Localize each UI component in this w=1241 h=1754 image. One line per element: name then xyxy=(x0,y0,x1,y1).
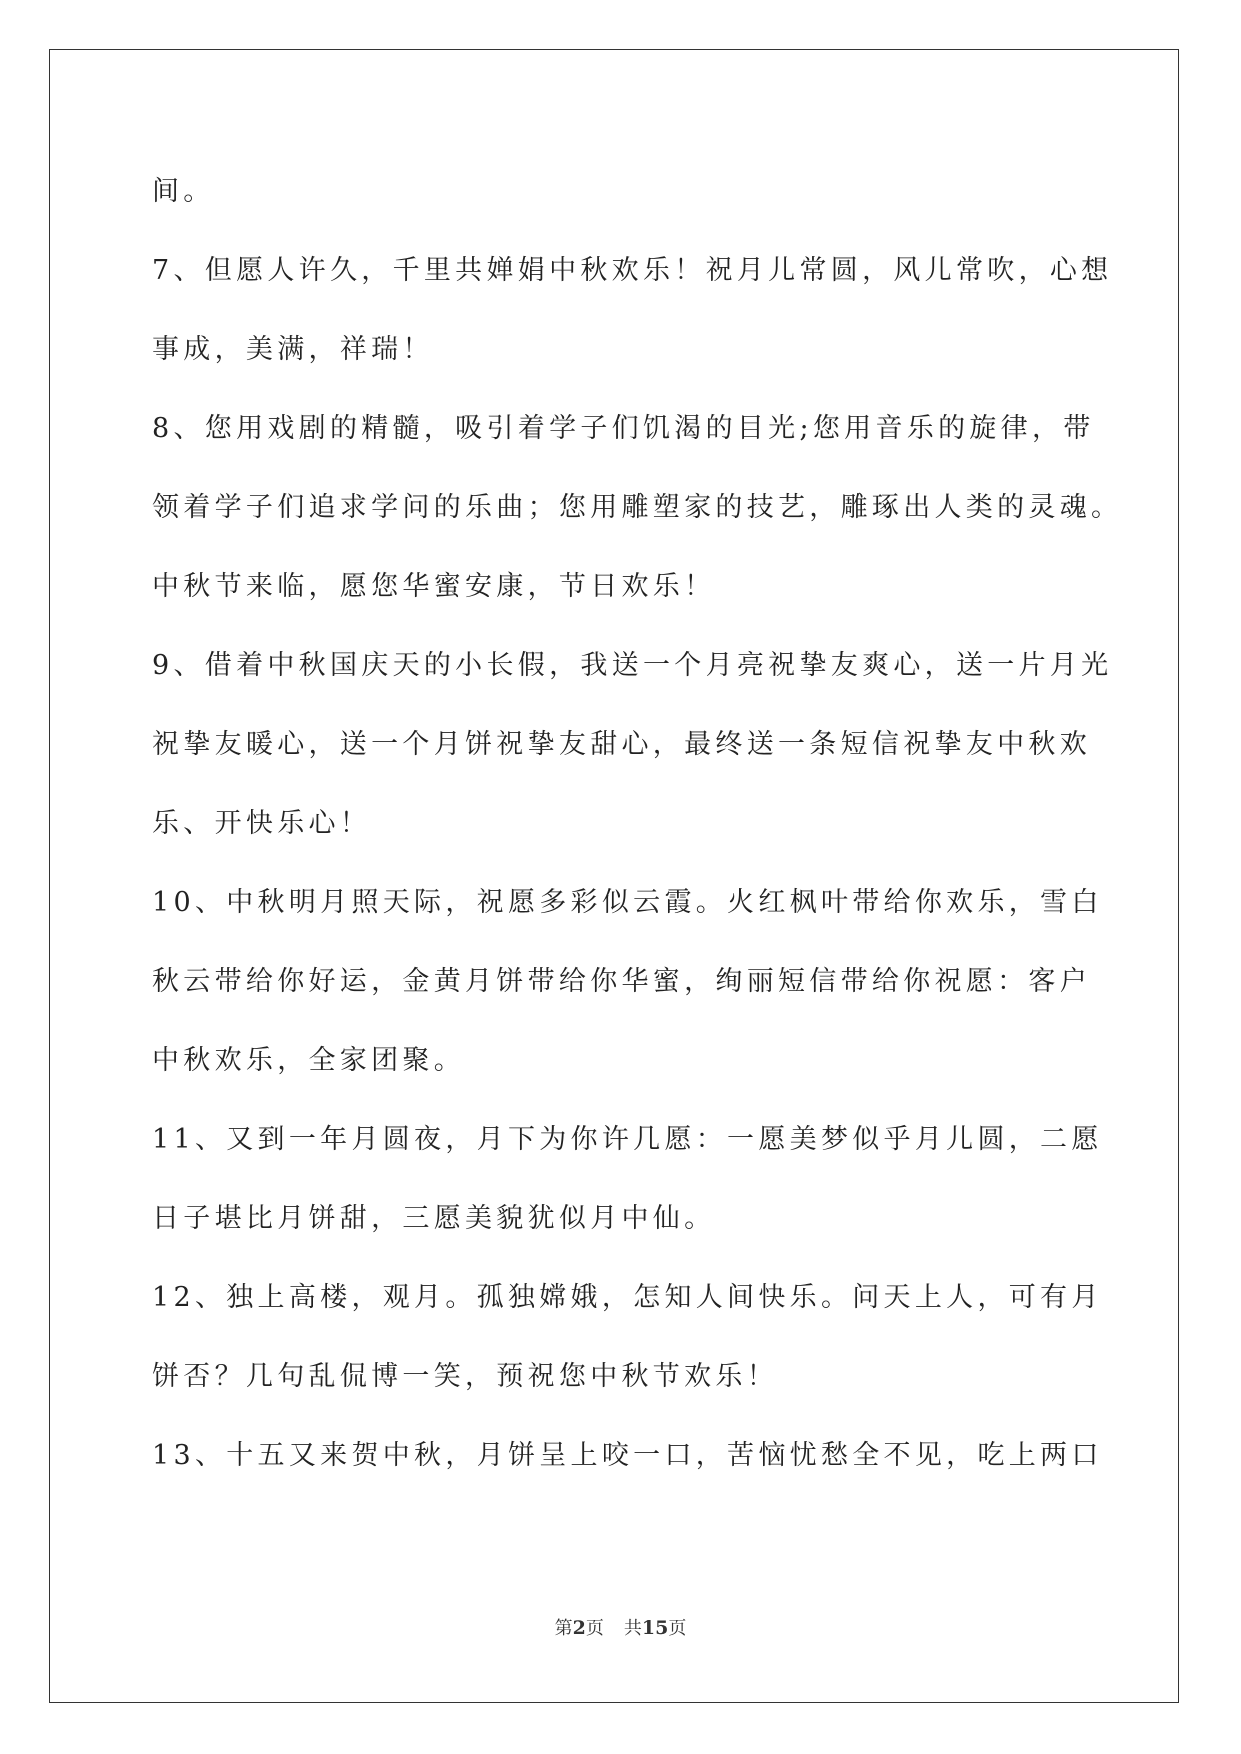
text-line: 中秋节来临，愿您华蜜安康，节日欢乐！ xyxy=(152,571,716,602)
page-footer xyxy=(0,1614,1241,1640)
text-line: 间。 xyxy=(152,176,215,207)
text-line: 饼否？几句乱侃博一笑，预祝您中秋节欢乐！ xyxy=(152,1361,778,1392)
text-line: 乐、开快乐心！ xyxy=(152,808,372,839)
page-suffix: 页 xyxy=(585,1618,604,1639)
text-line: 7、但愿人许久，千里共婵娟中秋欢乐！祝月儿常圆，风儿常吹，心想 xyxy=(152,255,1113,286)
text-line: 10、中秋明月照天际，祝愿多彩似云霞。火红枫叶带给你欢乐，雪白 xyxy=(152,887,1103,918)
text-line: 12、独上高楼，观月。孤独嫦娥，怎知人间快乐。问天上人，可有月 xyxy=(152,1282,1103,1313)
text-line: 中秋欢乐，全家团聚。 xyxy=(152,1045,465,1076)
text-line: 日子堪比月饼甜，三愿美貌犹似月中仙。 xyxy=(152,1203,716,1234)
text-line: 秋云带给你好运，金黄月饼带给你华蜜，绚丽短信带给你祝愿：客户 xyxy=(152,966,1091,997)
total-pages: 15 xyxy=(641,1617,669,1639)
total-suffix: 页 xyxy=(668,1618,687,1639)
page-prefix: 第 xyxy=(554,1618,573,1639)
text-line: 9、借着中秋国庆天的小长假，我送一个月亮祝挚友爽心，送一片月光 xyxy=(152,650,1113,681)
page-number: 2 xyxy=(572,1617,586,1639)
text-line: 事成，美满，祥瑞！ xyxy=(152,334,434,365)
text-line: 8、您用戏剧的精髓，吸引着学子们饥渴的目光;您用音乐的旋律，带 xyxy=(152,413,1095,444)
document-body xyxy=(152,152,1123,1495)
text-line: 祝挚友暖心，送一个月饼祝挚友甜心，最终送一条短信祝挚友中秋欢 xyxy=(152,729,1091,760)
text-line: 领着学子们追求学问的乐曲；您用雕塑家的技艺，雕琢出人类的灵魂。 xyxy=(152,492,1123,523)
text-line: 13、十五又来贺中秋，月饼呈上咬一口，苦恼忧愁全不见，吃上两口 xyxy=(152,1440,1103,1471)
text-line: 11、又到一年月圆夜，月下为你许几愿：一愿美梦似乎月儿圆，二愿 xyxy=(152,1124,1103,1155)
total-prefix: 共 xyxy=(623,1618,642,1639)
